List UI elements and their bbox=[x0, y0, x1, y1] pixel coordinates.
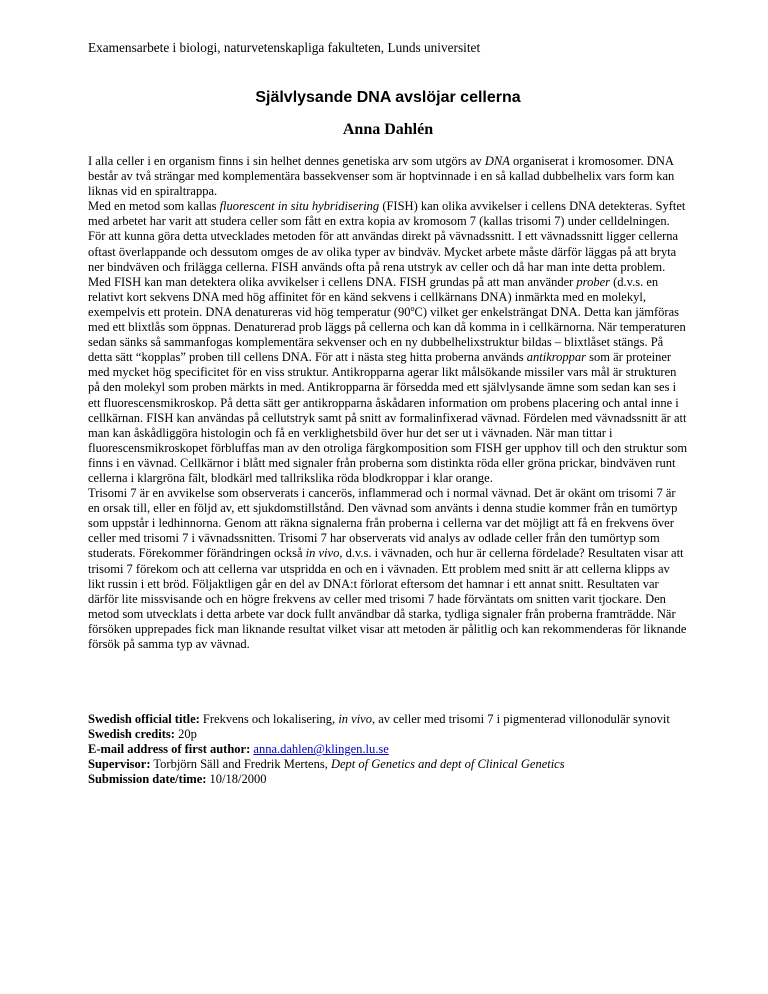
text-span: C) vilket ger enkelsträngat DNA. Detta kan jämföras med ett blixtlås som öppnas. Denaturerad prob läggs på cellerna och kan då komma in i cellkärnorna. När temperaturen sedan sänks så sammanfogas komplementära sekvenser och en ny dubbelhelixstruktur bildas – blixtlåset stängs. På detta sätt “kopplas” proben till cellens DNA. För att i nästa steg hitta proberna används bbox=[88, 304, 686, 365]
text-span: , d.v.s. i vävnaden, och hur är cellerna fördelade? Resultaten visar att trisomi 7 förekom och att cellerna var utspridda en och en i vävnaden. Ett problem med snitt är att cellerna klipps av likt russin i ett bröd. Följaktligen går en del av DNA:t förlorat eftersom det hamnar i ett annat snitt. Resultaten var därför lite missvisande och en högre frekvens av celler med trisomi 7 hade förväntats om snitten varit tjockare. Den metod som utvecklats i detta arbete var dock fullt användbar då starka, tydliga signaler från proberna framträdde. När försöken upprepades fick man liknande resultat vilket visar att metoden är pålitlig och kan rekommenderas för liknande försök på samma typ av vävnad. bbox=[88, 546, 687, 651]
term-antikroppar: antikroppar bbox=[526, 350, 587, 365]
paragraph-1 bbox=[88, 154, 688, 199]
email-label: E-mail address of first author: bbox=[88, 742, 251, 757]
term-in-vivo: in vivo bbox=[305, 546, 340, 561]
degree-superscript: o bbox=[410, 303, 415, 313]
text-span: I alla celler i en organism finns i sin helhet dennes genetiska arv som utgörs av bbox=[88, 154, 485, 168]
text-span: som är proteiner med mycket hög specificitet för en viss struktur. Antikropparna agerar likt målsökande missiler vars mål är strukturen på den molekyl som proben märkts in med. Antikropparna är försedda med ett självlysande ämne som sedan kan ses i ett fluorescensmikroskop. På detta sätt ger antikropparna åskådaren information om probens placering och antal inne i cellkärnan. FISH kan användas på cellutstryk samt på snitt av formalinfixerad vävnad. Fördelen med vävnadssnitt är att man kan åskådliggöra histologin och få en verklighetsbild över hur det ser ut i vävnaden. När man tittar i fluorescensmikroskopet förbluffas man av den otroliga färgkomposition som FISH ger upphov till och den struktur som finns i en vävnad. Cellkärnor i blått med signaler från proberna som distinkta röda eller gröna prickar, bindväven runt cellerna i klargröna fält, blodkärl med tallrikslika röda blodkroppar i klar orange. bbox=[88, 350, 688, 485]
text-span: Med en metod som kallas bbox=[88, 199, 220, 214]
paragraph-3 bbox=[88, 486, 688, 652]
credits-label: Swedish credits: bbox=[88, 727, 175, 742]
text-span: (FISH) kan olika avvikelser i cellens DNA detekteras. Syftet med arbetet har varit att studera celler som fått en extra kopia av kromosom 7 (kallas trisomi 7) under celldelningen. För att kunna göra detta utvecklades metoden för att användas direkt på vävnadssnitt. I ett vävnadssnitt ligger cellerna oftast överlappande och dessutom omges de av olika typer av bindväv. Mycket arbete måste därför läggas på att bryta ner bindväven och frilägga cellerna. FISH används ofta på rena utstryk av celler och då har man inte detta problem. Med FISH kan man detektera olika avvikelser i cellens DNA. FISH grundas på att man använder bbox=[88, 199, 686, 289]
submission-label: Submission date/time: bbox=[88, 772, 207, 787]
credits-row bbox=[88, 727, 688, 742]
official-title-row bbox=[88, 712, 688, 727]
page-title: Självlysande DNA avslöjar cellerna bbox=[255, 89, 521, 106]
paragraph-2 bbox=[88, 199, 688, 486]
term-dna: DNA bbox=[484, 154, 510, 168]
metadata-block bbox=[88, 712, 688, 787]
submission-value: 10/18/2000 bbox=[206, 772, 267, 787]
running-head: Examensarbete i biologi, naturvetenskapliga fakulteten, Lunds universitet bbox=[88, 40, 481, 55]
text-span: , av celler med trisomi 7 i pigmenterad villonodulär synovit bbox=[371, 712, 670, 726]
submission-row bbox=[88, 772, 688, 787]
text-span: (d.v.s. en relativt kort sekvens DNA med hög affinitet för en känd sekvens i cellkärnans DNA) inmärkta med en molekyl, exempelvis ett protein. DNA denatureras vid hög temperatur (90 bbox=[88, 274, 659, 319]
term-prober: prober bbox=[576, 274, 610, 289]
text-span: Trisomi 7 är en avvikelse som observerats i cancerös, inflammerad och i normal vävnad. Det är okänt om trisomi 7 är en orsak till, eller en följd av, ett sjukdomstillstånd. Den vävnad som använts i denna studie kommer från en tumörtyp som uppstår i ledhinnorna. Genom att räkna signalerna från proberna i cellerna var det möjligt att få en frekvens över celler med trisomi 7 i vävnadssnitten. Trisomi 7 har observerats vid analys av odlade celler från den tumörtyp som studerats. Förekommer förändringen också bbox=[88, 486, 678, 561]
abstract-body bbox=[88, 154, 688, 652]
official-title-label: Swedish official title: bbox=[88, 712, 200, 726]
term-fish: fluorescent in situ hybridisering bbox=[219, 199, 380, 214]
email-link[interactable]: anna.dahlen@klingen.lu.se bbox=[253, 742, 389, 757]
supervisor-label: Supervisor: bbox=[88, 757, 151, 772]
supervisor-row bbox=[88, 757, 688, 772]
text-span: Frekvens och lokalisering, bbox=[199, 712, 339, 726]
email-row bbox=[88, 742, 688, 757]
text-span: organiserat i kromosomer. DNA består av två strängar med komplementära bassekvenser som är hoptvinnade i en så kallad dubbelhelix vars form kan liknas vid en spiraltrappa. bbox=[88, 154, 675, 199]
supervisor-affiliation: , Dept of Genetics and dept of Clinical Genetics bbox=[324, 757, 565, 772]
credits-value: 20p bbox=[174, 727, 197, 742]
term-in-vivo: in vivo bbox=[338, 712, 372, 726]
author-name: Anna Dahlén bbox=[342, 121, 434, 138]
supervisor-names: Torbjörn Säll and Fredrik Mertens bbox=[150, 757, 325, 772]
